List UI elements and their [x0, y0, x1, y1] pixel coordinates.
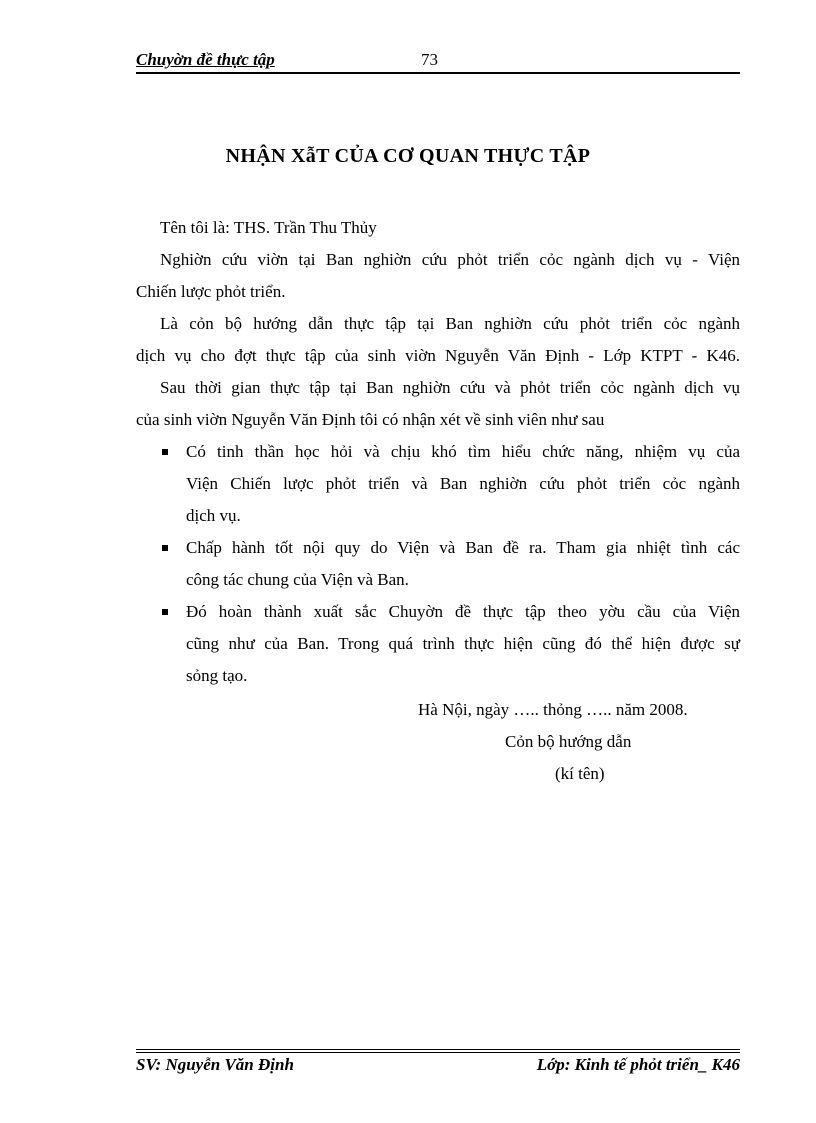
header-course-title: Chuyờn đề thực tập	[136, 50, 275, 69]
bullet-square-icon	[162, 609, 168, 615]
bullet-item-3	[136, 598, 740, 694]
document-body	[136, 214, 740, 694]
bullet-2-line-2: công tác chung của Viện và Ban.	[186, 570, 409, 589]
name-line: Tên tôi là: THS. Trần Thu Thủy	[160, 218, 377, 237]
bullet-square-icon	[162, 449, 168, 455]
bullet-3-line-1: Đó hoàn thành xuất sắc Chuyờn đề thực tập theo yờu cầu của Viện	[186, 602, 740, 621]
paragraph-1-line-1: Nghiờn cứu viờn tại Ban nghiờn cứu phỏt triển cỏc ngành dịch vụ - Viện	[160, 250, 740, 269]
bullet-1-line-1: Có tinh thần học hỏi và chịu khó tìm hiểu chức năng, nhiệm vụ của	[186, 442, 740, 461]
paragraph-3-line-1: Sau thời gian thực tập tại Ban nghiờn cứu và phỏt triển cỏc ngành dịch vụ	[160, 378, 740, 397]
paragraph-3-line-2: của sinh viờn Nguyễn Văn Định tôi có nhận xét về sinh viên như sau	[136, 410, 605, 429]
bullet-1-line-2: Viện Chiến lược phỏt triển và Ban nghiờn cứu phỏt triển cỏc ngành	[186, 474, 740, 493]
signature-role: Cỏn bộ hướng dẫn	[505, 732, 632, 751]
bullet-item-2	[136, 534, 740, 598]
signature-place-date: Hà Nội, ngày ….. thỏng ….. năm 2008.	[418, 700, 688, 719]
footer-rule	[136, 1049, 740, 1050]
signature-note: (kí tên)	[555, 764, 605, 783]
bullet-item-1	[136, 438, 740, 534]
paragraph-1-line-2: Chiến lược phỏt triển.	[136, 282, 286, 301]
document-title: NHẬN XẫT CỦA CƠ QUAN THỰC TẬP	[225, 145, 591, 167]
bullet-1-line-3: dịch vụ.	[186, 506, 241, 525]
footer-class-name: Lớp: Kinh tế phỏt triển_ K46	[536, 1055, 740, 1074]
paragraph-2-line-1: Là cỏn bộ hướng dẫn thực tập tại Ban nghiờn cứu phỏt triển cỏc ngành	[160, 314, 740, 333]
page-header	[136, 50, 740, 74]
bullet-3-line-2: cũng như của Ban. Trong quá trình thực hiện cũng đó thể hiện được sự	[186, 634, 740, 653]
footer-student-name: SV: Nguyễn Văn Định	[136, 1055, 294, 1074]
paragraph-2-line-2: dịch vụ cho đợt thực tập của sinh viờn Nguyễn Văn Định - Lớp KTPT - K46.	[136, 346, 740, 365]
page-number: 73	[421, 50, 438, 69]
bullet-3-line-3: sỏng tạo.	[186, 666, 248, 685]
footer-rule-double	[136, 1052, 740, 1053]
bullet-square-icon	[162, 545, 168, 551]
bullet-2-line-1: Chấp hành tốt nội quy do Viện và Ban đề ra. Tham gia nhiệt tình các	[186, 538, 740, 557]
